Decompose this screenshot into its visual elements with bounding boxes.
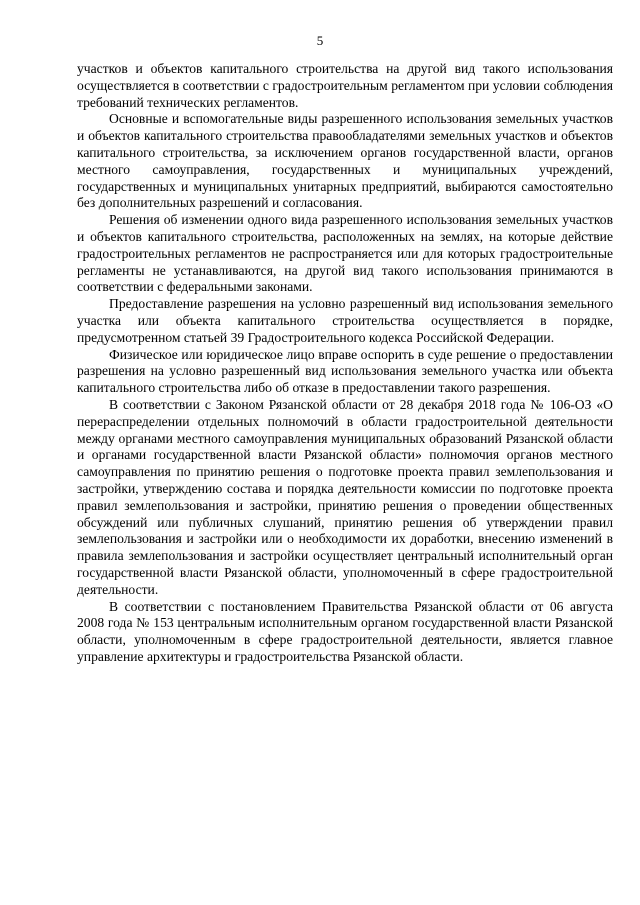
paragraph-authorized-body: В соответствии с постановлением Правительства Рязанской области от 06 августа 2008 года № 153 центральным исполнительным органом государственной власти Рязанской области, уполномоченным в сфере градостроительной деятельности, является главное управление архитектуры и градостроительства Рязанской области. [77,598,613,664]
paragraph-change-of-use-decisions: Решения об изменении одного вида разрешенного использования земельных участков и объектов капитального строительства, расположенных на землях, на которые действие градостроительных регламентов не распространяется или для которых градостроительные регламенты не устанавливаются, на другой вид такого использования принимаются в соответствии с федеральными законами. [77,212,613,295]
page-number: 5 [316,33,324,48]
paragraph-permitted-use-selection: Основные и вспомогательные виды разрешенного использования земельных участков и объектов капитального строительства правообладателями земельных участков и объектов капитального строительства, за исключением органов государственной власти, органов местного самоуправления, государственных и муниципальных учреждений, государственных и муниципальных унитарных предприятий, выбираются самостоятельно без дополнительных разрешений и согласования. [77,111,613,211]
paragraph-continuation: участков и объектов капитального строительства на другой вид такого использования осуществляется в соответствии с градостроительным регламентом при условии соблюдения требований технических регламентов. [77,61,613,110]
paragraph-right-to-appeal: Физическое или юридическое лицо вправе оспорить в суде решение о предоставлении разрешения на условно разрешенный вид использования земельного участка или объекта капитального строительства либо об отказе в предоставлении такого разрешения. [77,346,613,396]
paragraph-conditional-use-permit: Предоставление разрешения на условно разрешенный вид использования земельного участка или объекта капитального строительства осуществляется в порядке, предусмотренном статьей 39 Градостроительного кодекса Российской Федерации. [77,296,613,345]
paragraph-regional-law-powers: В соответствии с Законом Рязанской области от 28 декабря 2018 года № 106-ОЗ «О перераспределении отдельных полномочий в области градостроительной деятельности между органами местного самоуправления муниципальных образований Рязанской области и органами государственной власти Рязанской области» полномочия органов местного самоуправления по принятию решения о подготовке проекта правил землепользования и застройки, утверждению состава и порядка деятельности комиссии по подготовке проекта правил землепользования и застройки, принятию решения о проведении общественных обсуждений или публичных слушаний, принятию решения об утверждении правил землепользования и застройки или о необходимости их доработки, внесению изменений в правила землепользования и застройки осуществляет центральный исполнительный орган государственной власти Рязанской области, уполномоченный в сфере градостроительной деятельности. [77,396,613,597]
document-body [77,61,613,666]
